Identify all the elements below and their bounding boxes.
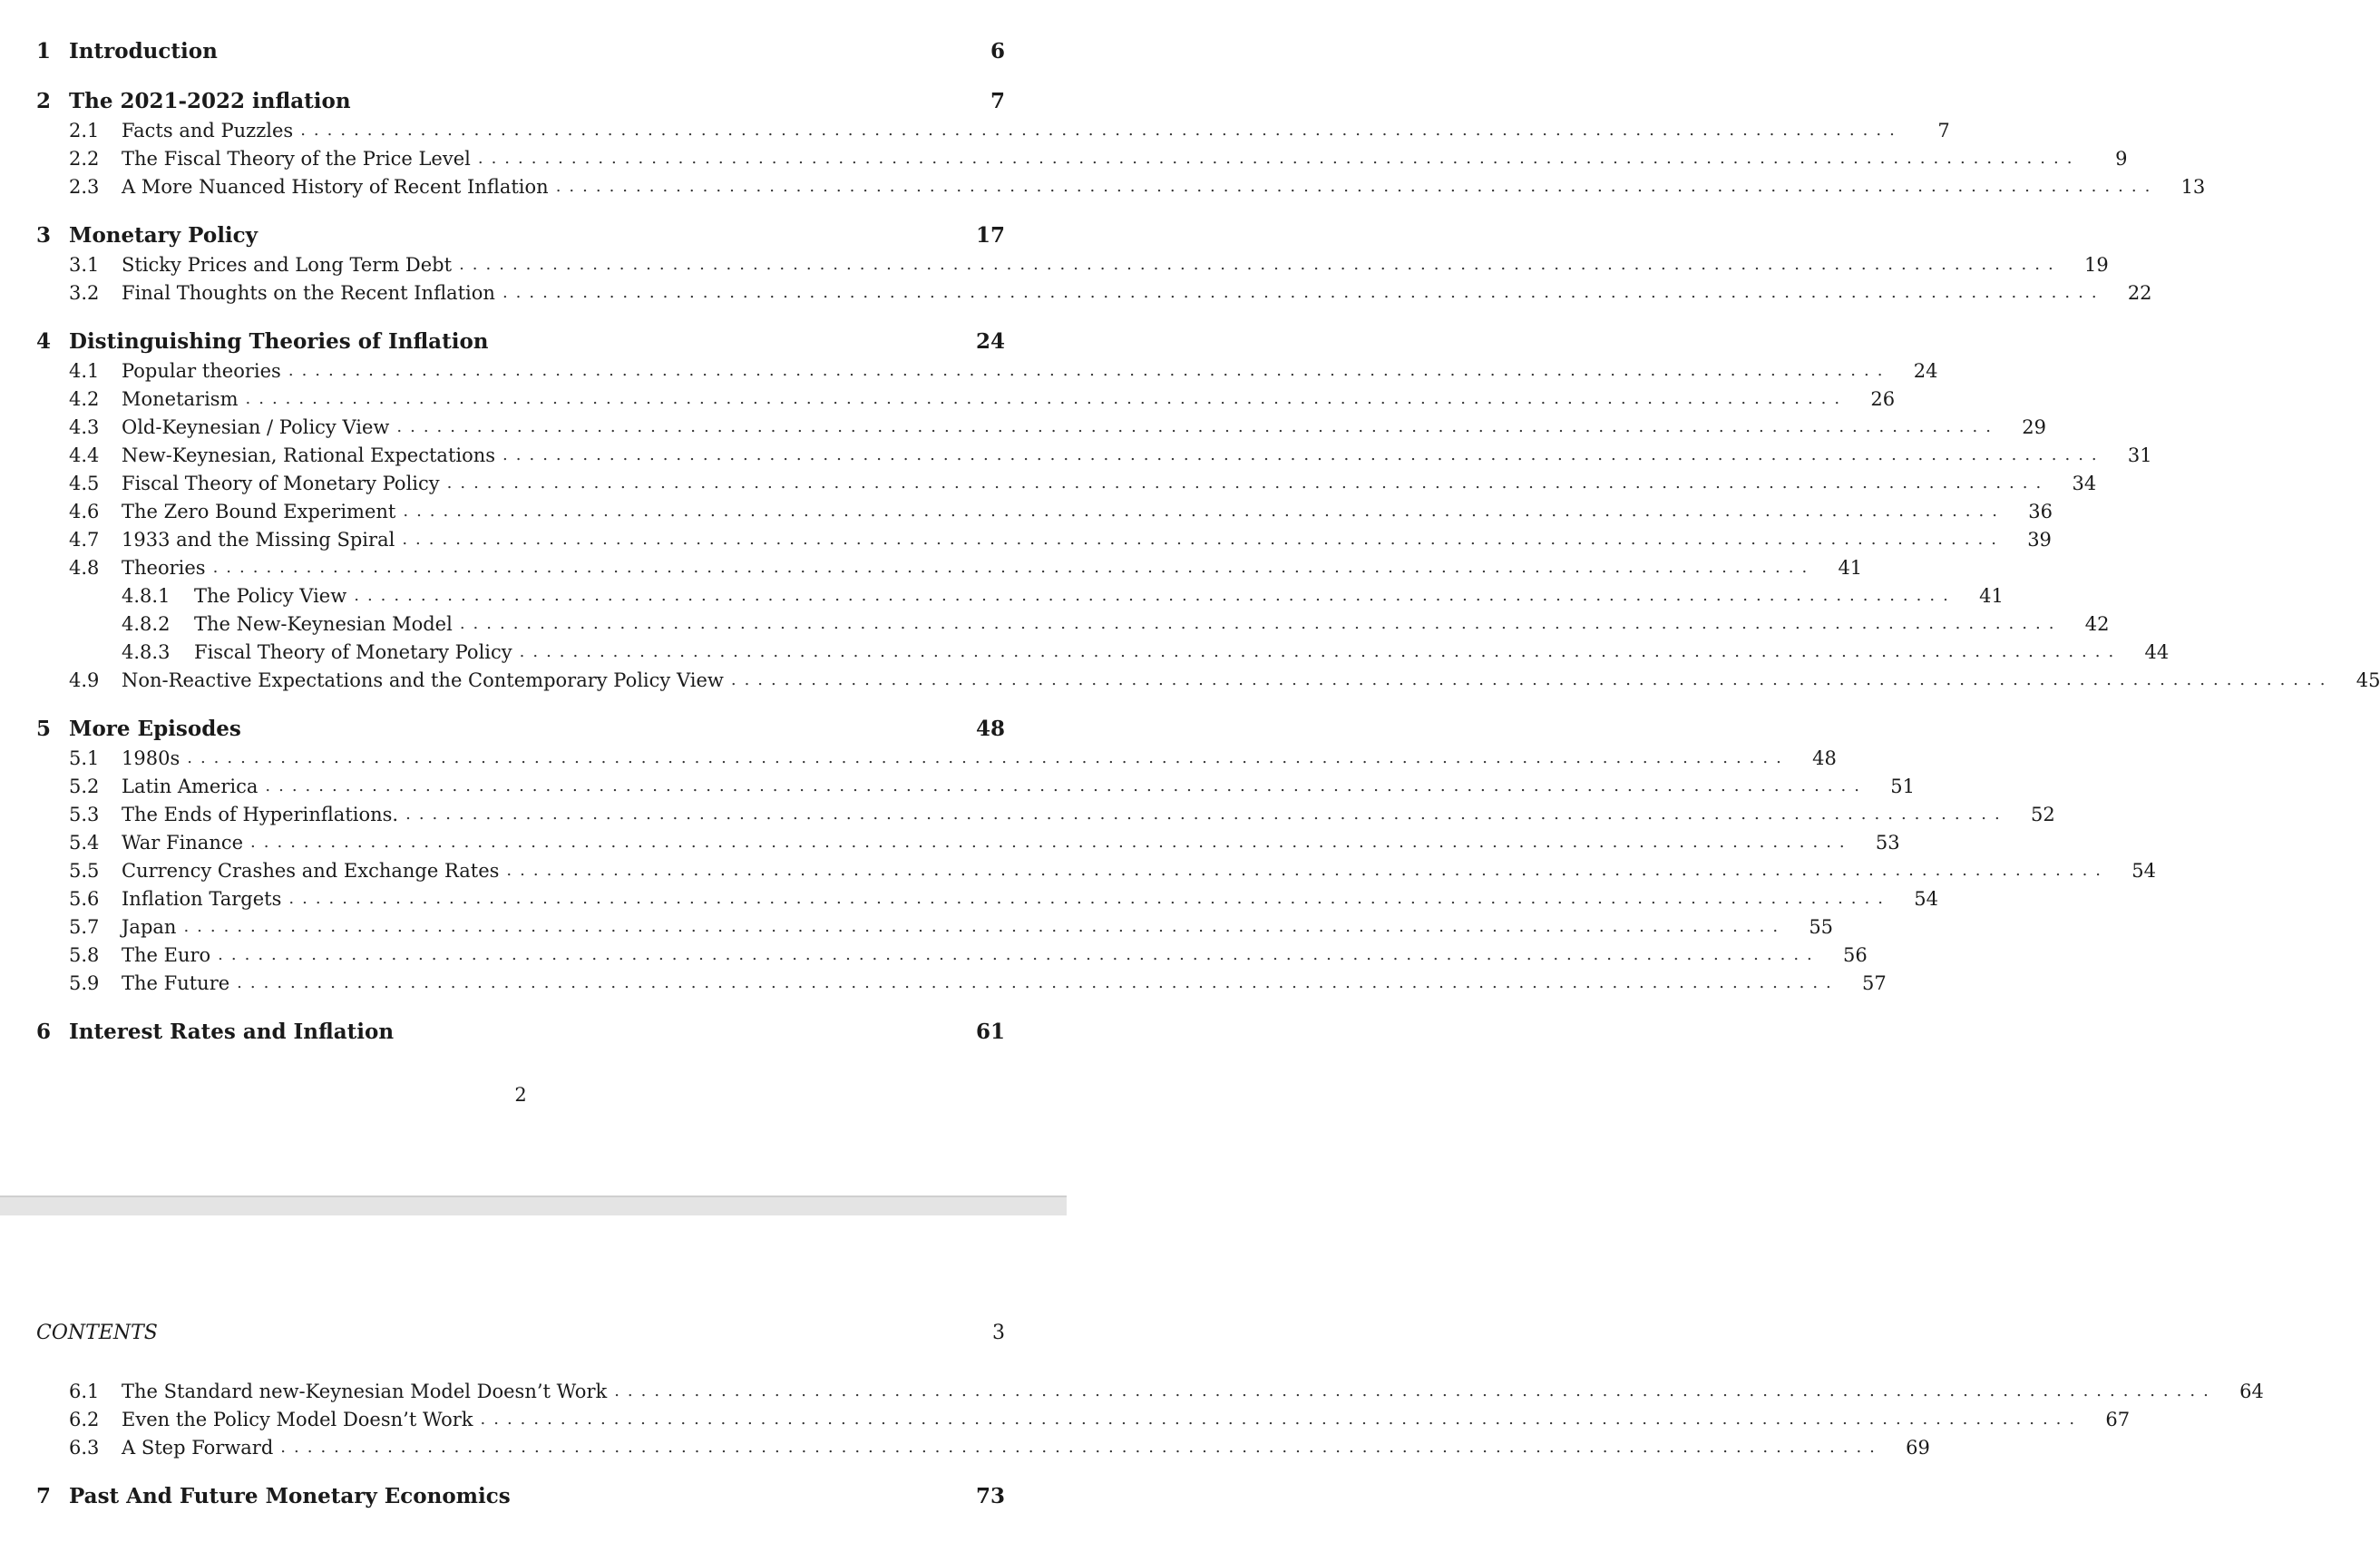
toc-dot-leader: ........................................................................................................................ [555, 177, 2159, 196]
toc-dot-leader: ........................................................................................................................ [402, 530, 2004, 549]
toc-entry-number: 4.8.1 [122, 584, 171, 607]
toc-section-entry[interactable] [69, 856, 2157, 884]
toc-entry-title: The Euro [122, 943, 211, 966]
toc-entry-page: 9 [2115, 147, 2128, 170]
toc-section-entry[interactable] [69, 385, 1896, 413]
toc-dot-leader: ........................................................................................................................ [250, 833, 1853, 852]
toc-entry-number: 4 [36, 328, 52, 354]
toc-entry-number: 3.1 [69, 253, 100, 276]
toc-section-entry[interactable] [69, 356, 1938, 385]
toc-entry-title: Fiscal Theory of Monetary Policy [194, 640, 512, 663]
toc-section-entry[interactable] [69, 441, 2152, 469]
toc-section-entry[interactable] [122, 638, 2170, 666]
toc-dot-leader: ........................................................................................................................ [403, 502, 2005, 521]
toc-entry-number: 4.2 [69, 387, 100, 410]
toc-section-entry[interactable] [69, 772, 1915, 800]
toc-dot-leader: ........................................................................................................................ [614, 1381, 2217, 1400]
toc-section-entry[interactable] [69, 469, 2097, 497]
toc-entry-number: 5.8 [69, 943, 100, 966]
running-header [36, 1317, 1005, 1348]
toc-dot-leader: ........................................................................................................................ [459, 255, 2062, 274]
toc-dot-leader: ........................................................................................................................ [187, 748, 1790, 767]
toc-chapter-entry[interactable] [36, 84, 1005, 117]
toc-dot-leader: ........................................................................................................................ [183, 917, 1787, 936]
toc-entry-title: 1933 and the Missing Spiral [122, 528, 395, 551]
toc-entry-number: 5.1 [69, 747, 100, 769]
toc-dot-leader: ........................................................................................................................ [446, 473, 2050, 493]
toc-entry-page: 54 [1914, 887, 1938, 910]
toc-entry-number: 5.7 [69, 915, 100, 938]
running-header-page: 3 [992, 1321, 1005, 1344]
toc-entry-title: The Zero Bound Experiment [122, 500, 396, 522]
toc-section-entry[interactable] [69, 525, 2052, 553]
toc-entry-title: Monetary Policy [69, 222, 258, 248]
toc-section-entry[interactable] [69, 1405, 2131, 1433]
toc-entry-title: Currency Crashes and Exchange Rates [122, 859, 500, 882]
toc-entry-page: 41 [1838, 556, 1863, 579]
toc-entry-title: The 2021-2022 inflation [69, 88, 351, 113]
toc-section-entry[interactable] [69, 413, 2046, 441]
toc-section-entry[interactable] [69, 497, 2053, 525]
toc-dot-leader: ........................................................................................................................ [502, 283, 2105, 302]
running-header-title: CONTENTS [36, 1321, 158, 1344]
toc-section-entry[interactable] [69, 744, 1837, 772]
toc-entry-number: 4.4 [69, 444, 100, 466]
toc-dot-leader: ........................................................................................................................ [288, 889, 1891, 908]
toc-section-entry[interactable] [122, 610, 2110, 638]
toc-entry-page: 67 [2105, 1408, 2131, 1430]
toc-entry-page: 39 [2027, 528, 2052, 551]
toc-entry-title: Monetarism [122, 387, 239, 410]
toc-entry-number: 7 [36, 1483, 52, 1508]
toc-entry-page: 73 [975, 1483, 1005, 1508]
toc-dot-leader: ........................................................................................................................ [212, 558, 1816, 577]
toc-entry-number: 3.2 [69, 281, 100, 304]
toc-entry-number: 3 [36, 222, 52, 248]
toc-entry-title: 1980s [122, 747, 180, 769]
toc-entry-title: Fiscal Theory of Monetary Policy [122, 472, 440, 494]
toc-section-entry[interactable] [69, 250, 2109, 278]
toc-entry-number: 2.2 [69, 147, 100, 170]
toc-entry-page: 29 [2022, 415, 2046, 438]
toc-section-entry[interactable] [69, 666, 2380, 694]
toc-entry-number: 4.3 [69, 415, 100, 438]
toc-entry-page: 42 [2084, 612, 2110, 635]
toc-dot-leader: ........................................................................................................................ [265, 776, 1868, 795]
toc-entry-number: 6.2 [69, 1408, 100, 1430]
toc-entry-title: Interest Rates and Inflation [69, 1019, 395, 1044]
toc-entry-number: 4.7 [69, 528, 100, 551]
toc-dot-leader: ........................................................................................................................ [237, 973, 1839, 992]
toc-section-entry[interactable] [69, 941, 1868, 969]
toc-entry-page: 56 [1843, 943, 1868, 966]
toc-entry-page: 41 [1979, 584, 2004, 607]
toc-entry-title: Distinguishing Theories of Inflation [69, 328, 489, 354]
page-separator [0, 1196, 1067, 1215]
document-page-3 [0, 1215, 2264, 1542]
toc-entry-number: 1 [36, 38, 52, 63]
toc-dot-leader: ........................................................................................................................ [480, 1410, 2083, 1429]
toc-entry-page: 53 [1875, 831, 1900, 854]
toc-entry-page: 6 [990, 38, 1005, 63]
toc-dot-leader: ........................................................................................................................ [396, 417, 1999, 436]
toc-entry-page: 24 [975, 328, 1005, 354]
toc-entry-title: Inflation Targets [122, 887, 282, 910]
toc-entry-number: 5.9 [69, 971, 100, 994]
toc-entry-title: The Future [122, 971, 230, 994]
toc-entry-title: A Step Forward [122, 1436, 274, 1459]
toc-dot-leader: ........................................................................................................................ [218, 945, 1820, 964]
toc-entry-page: 48 [975, 716, 1005, 741]
toc-chapter-entry[interactable] [36, 34, 1005, 67]
toc-chapter-entry[interactable] [36, 219, 1005, 251]
toc-entry-page: 69 [1906, 1436, 1930, 1459]
toc-dot-leader: ........................................................................................................................ [502, 445, 2105, 464]
toc-entry-title: The Policy View [194, 584, 347, 607]
toc-entry-number: 4.8.3 [122, 640, 171, 663]
toc-entry-title: Introduction [69, 38, 218, 63]
toc-entry-page: 57 [1862, 971, 1887, 994]
toc-entry-title: Even the Policy Model Doesn’t Work [122, 1408, 473, 1430]
toc-entry-number: 4.8 [69, 556, 100, 579]
toc-entry-page: 22 [2127, 281, 2152, 304]
toc-dot-leader: ........................................................................................................................ [288, 361, 1891, 380]
toc-entry-number: 2.1 [69, 119, 100, 142]
toc-dot-leader: ........................................................................................................................ [519, 642, 2122, 661]
toc-entry-page: 31 [2127, 444, 2152, 466]
toc-section-entry[interactable] [69, 172, 2206, 200]
toc-entry-title: The New-Keynesian Model [194, 612, 453, 635]
toc-section-entry[interactable] [69, 1433, 1930, 1461]
toc-entry-page: 34 [2072, 472, 2097, 494]
toc-entry-number: 5.2 [69, 775, 100, 797]
toc-chapter-entry[interactable] [36, 712, 1005, 745]
toc-section-entry[interactable] [69, 969, 1887, 997]
toc-entry-page: 26 [1870, 387, 1896, 410]
toc-chapter-entry[interactable] [36, 1479, 1005, 1512]
toc-entry-page: 45 [2356, 669, 2380, 691]
toc-dot-leader: ........................................................................................................................ [506, 861, 2110, 880]
toc-dot-leader: ........................................................................................................................ [300, 121, 1903, 140]
toc-entry-title: New-Keynesian, Rational Expectations [122, 444, 496, 466]
toc-entry-page: 48 [1812, 747, 1837, 769]
toc-section-entry[interactable] [69, 800, 2055, 828]
toc-entry-number: 5 [36, 716, 52, 741]
toc-entry-title: Japan [122, 915, 177, 938]
toc-entry-title: Non-Reactive Expectations and the Contemporary Policy View [122, 669, 724, 691]
toc-entry-page: 24 [1913, 359, 1938, 382]
toc-dot-leader: ........................................................................................................................ [245, 389, 1848, 408]
toc-entry-number: 4.6 [69, 500, 100, 522]
toc-entry-page: 55 [1809, 915, 1834, 938]
toc-dot-leader: ........................................................................................................................ [459, 614, 2063, 633]
toc-entry-number: 5.3 [69, 803, 100, 825]
toc-entry-title: Popular theories [122, 359, 281, 382]
toc-entry-title: Latin America [122, 775, 258, 797]
toc-section-entry[interactable] [69, 1377, 2264, 1405]
toc-entry-page: 52 [2030, 803, 2055, 825]
toc-entry-number: 5.5 [69, 859, 100, 882]
toc-chapter-entry[interactable] [36, 1015, 1005, 1048]
toc-entry-title: War Finance [122, 831, 244, 854]
toc-entry-page: 17 [975, 222, 1005, 248]
toc-entry-page: 51 [1890, 775, 1915, 797]
toc-entry-title: Old-Keynesian / Policy View [122, 415, 390, 438]
toc-entry-number: 6.1 [69, 1380, 100, 1402]
toc-entry-number: 2 [36, 88, 52, 113]
toc-entry-title: The Fiscal Theory of the Price Level [122, 147, 471, 170]
toc-entry-title: More Episodes [69, 716, 241, 741]
toc-entry-title: Facts and Puzzles [122, 119, 294, 142]
toc-entry-page: 13 [2180, 175, 2206, 198]
toc-section-entry[interactable] [69, 913, 1834, 941]
toc-dot-leader: ........................................................................................................................ [730, 670, 2334, 689]
toc-entry-number: 2.3 [69, 175, 100, 198]
toc-entry-page: 61 [975, 1019, 1005, 1044]
toc-entry-title: The Standard new-Keynesian Model Doesn’t Work [122, 1380, 608, 1402]
toc-entry-number: 6 [36, 1019, 52, 1044]
toc-entry-page: 54 [2131, 859, 2157, 882]
toc-entry-title: Final Thoughts on the Recent Inflation [122, 281, 495, 304]
toc-entry-title: Theories [122, 556, 206, 579]
toc-entry-page: 7 [990, 88, 1005, 113]
toc-section-entry[interactable] [69, 278, 2152, 307]
toc-entry-page: 19 [2083, 253, 2109, 276]
toc-entry-number: 5.6 [69, 887, 100, 910]
page-number: 2 [514, 1084, 527, 1106]
toc-entry-page: 44 [2144, 640, 2170, 663]
toc-entry-number: 5.4 [69, 831, 100, 854]
toc-entry-page: 64 [2239, 1380, 2264, 1402]
toc-dot-leader: ........................................................................................................................ [405, 805, 2008, 824]
toc-section-entry[interactable] [69, 828, 1900, 856]
toc-entry-number: 4.8.2 [122, 612, 171, 635]
toc-section-entry[interactable] [122, 581, 2004, 610]
toc-section-entry[interactable] [69, 116, 1950, 144]
toc-entry-page: 7 [1937, 119, 1950, 142]
toc-entry-number: 4.1 [69, 359, 100, 382]
toc-section-entry[interactable] [69, 144, 2128, 172]
toc-dot-leader: ........................................................................................................................ [477, 149, 2081, 168]
toc-section-entry[interactable] [69, 553, 1863, 581]
toc-entry-number: 4.5 [69, 472, 100, 494]
toc-chapter-entry[interactable] [36, 325, 1005, 357]
toc-dot-leader: ........................................................................................................................ [280, 1438, 1883, 1457]
toc-dot-leader: ........................................................................................................................ [354, 586, 1956, 605]
toc-entry-title: Past And Future Monetary Economics [69, 1483, 511, 1508]
toc-entry-title: Sticky Prices and Long Term Debt [122, 253, 453, 276]
toc-entry-number: 6.3 [69, 1436, 100, 1459]
toc-entry-title: The Ends of Hyperinflations. [122, 803, 399, 825]
toc-entry-page: 36 [2028, 500, 2053, 522]
toc-section-entry[interactable] [69, 884, 1938, 913]
toc-entry-number: 4.9 [69, 669, 100, 691]
toc-entry-title: A More Nuanced History of Recent Inflation [122, 175, 549, 198]
